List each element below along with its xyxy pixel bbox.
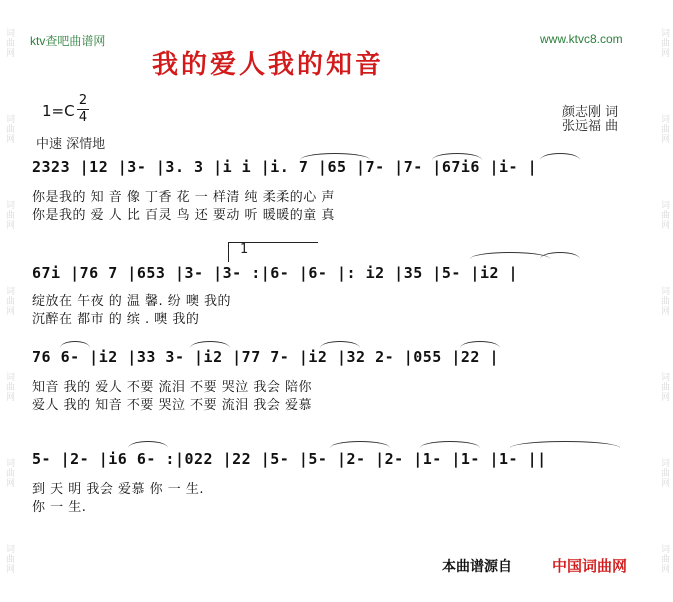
key-signature: 1=C	[42, 102, 75, 120]
watermark: 词曲网	[659, 372, 669, 402]
volta-number: 1	[240, 242, 249, 257]
source-label: 本曲谱源自	[442, 559, 512, 575]
watermark: 词曲网	[4, 372, 14, 402]
tie-arc	[420, 441, 480, 448]
lyrics-verse-2: 你 一 生.	[32, 500, 87, 515]
lyrics-verse-1: 到 天 明 我会 爱慕 你 一 生.	[32, 482, 205, 497]
watermark: 词曲网	[4, 114, 14, 144]
lyricist-credit: 颜志刚 词	[562, 105, 619, 120]
tie-arc	[330, 441, 390, 448]
composer-credit: 张远福 曲	[562, 119, 619, 134]
tie-arc	[510, 441, 620, 448]
lyrics-verse-2: 你是我的 爱 人 比 百灵 鸟 还 要动 听 暖暖的童 真	[32, 208, 335, 223]
watermark: 词曲网	[4, 458, 14, 488]
watermark: 词曲网	[659, 286, 669, 316]
lyrics-verse-1: 你是我的 知 音 像 丁香 花 一 样清 纯 柔柔的心 声	[32, 190, 335, 205]
right-site-link[interactable]: www.ktvc8.com	[540, 32, 623, 46]
tie-arc	[470, 252, 550, 259]
tie-arc	[128, 441, 168, 448]
tie-arc	[432, 153, 482, 160]
tie-arc	[60, 341, 90, 348]
tempo-marking: 中速 深情地	[36, 137, 106, 152]
watermark: 词曲网	[659, 200, 669, 230]
watermark: 词曲网	[659, 114, 669, 144]
tie-arc	[460, 341, 500, 348]
right-watermark-column	[655, 0, 673, 602]
notation-line: 76 6- |i2 |33 3- |i2 |77 7- |i2 |32 2- |055 |22 |	[32, 348, 500, 366]
watermark: 词曲网	[4, 200, 14, 230]
tie-arc	[320, 341, 360, 348]
time-signature: 2 4	[78, 93, 88, 125]
lyrics-verse-1: 知音 我的 爱人 不要 流泪 不要 哭泣 我会 陪你	[32, 380, 313, 395]
notation-line: 2323 |12 |3- |3. 3 |i i |i. 7 |65 |7- |7- |67i6 |i- |	[32, 158, 538, 176]
watermark: 词曲网	[659, 458, 669, 488]
lyrics-verse-2: 沉醉在 都市 的 缤 . 噢 我的	[32, 312, 200, 327]
watermark: 词曲网	[4, 544, 14, 574]
tie-arc	[190, 341, 230, 348]
watermark: 词曲网	[4, 286, 14, 316]
left-watermark-column	[0, 0, 18, 602]
lyrics-verse-2: 爱人 我的 知音 不要 哭泣 不要 流泪 我会 爱慕	[32, 398, 313, 413]
notation-line: 5- |2- |i6 6- :|022 |22 |5- |5- |2- |2- |1- |1- |1- ||	[32, 450, 547, 468]
song-title: 我的爱人我的知音	[152, 50, 385, 80]
source-site-link[interactable]: 中国词曲网	[552, 557, 628, 575]
left-site-link[interactable]: ktv查吧曲谱网	[30, 34, 106, 48]
tie-arc	[540, 252, 580, 259]
lyrics-verse-1: 绽放在 午夜 的 温 馨. 纷 噢 我的	[32, 294, 232, 309]
volta-bracket-line	[228, 242, 229, 262]
watermark: 词曲网	[4, 28, 14, 58]
watermark: 词曲网	[659, 28, 669, 58]
tie-arc	[540, 153, 580, 160]
watermark: 词曲网	[659, 544, 669, 574]
notation-line: 67i |76 7 |653 |3- |3- :|6- |6- |: i2 |35 |5- |i2 |	[32, 264, 519, 282]
tie-arc	[300, 153, 370, 160]
